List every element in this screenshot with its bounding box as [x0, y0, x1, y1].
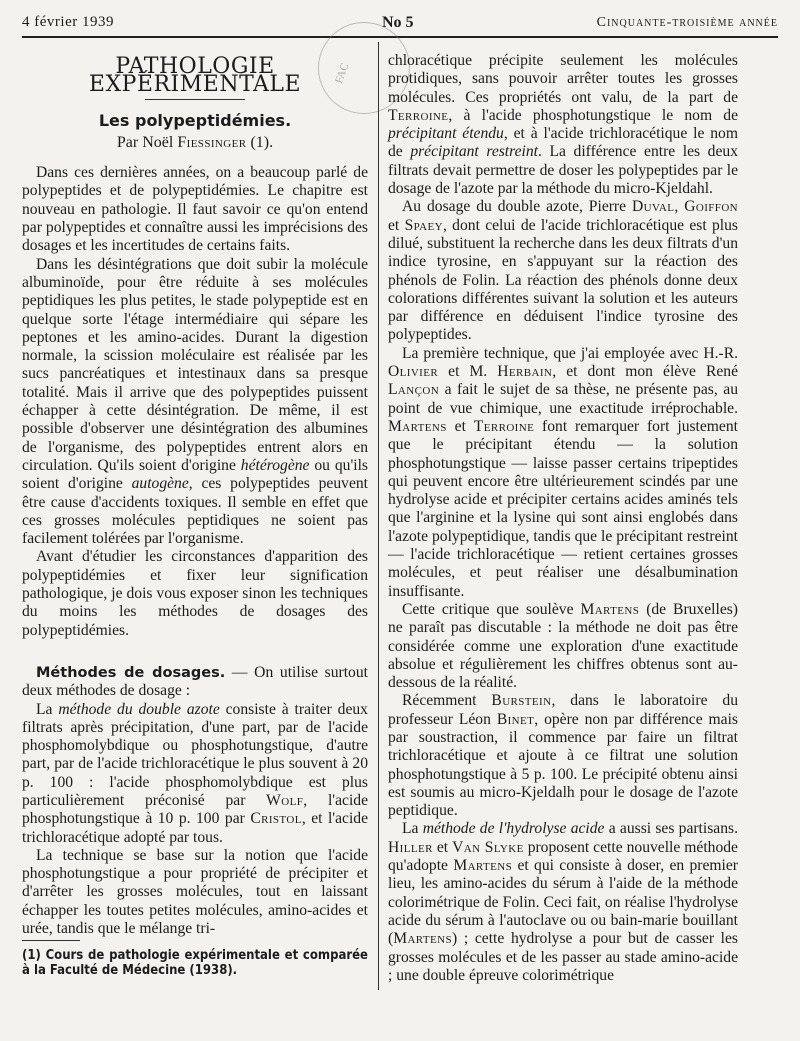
author-name: Fiessinger	[177, 133, 247, 151]
paragraph: Méthodes de dosages. — On utilise surtout deux méthodes de dosage :	[22, 663, 368, 700]
subheading: Méthodes de dosages.	[36, 664, 226, 681]
left-column	[22, 52, 368, 938]
paragraph: Dans les désintégrations que doit subir la molécule albuminoïde, pour être réduite à ses molécules peptidiques les plus petites, le stade polypeptide est en quelque sorte l'étage intermédiaire qui sépare les peptones et les amino-acides. Durant la digestion normale, la scission moléculaire est réalisée par les sucs pancréatiques et intestinaux dans sa presque totalité. Mais il arrive que des polypeptides puissent échapper à cette désintégration. De même, il est possible d'observer une désintégration des albumines de l'organisme, des polypeptides entrent alors en circulation. Qu'ils soient d'origine hétérogène ou qu'ils soient d'origine autogène, ces polypeptides peuvent être cause d'accidents toxiques. Il semble en effet que ces grosses molécules peptidiques ne soient pas facilement tolérées par l'organisme.	[22, 255, 369, 548]
paragraph: La méthode de l'hydrolyse acide a aussi ses partisans. Hiller et Van Slyke proposent cette nouvelle méthode qu'adopte Martens et qui consiste à doser, en premier lieu, les amino-acides du sérum à l'aide de la méthode colorimétrique de Folin. Ceci fait, on réalise l'hydrolyse acide du sérum à l'autoclave ou ou bain-marie bouillant (Martens) ; cette hydrolyse a pour but de casser les grosses molécules et de les passer au stade amino-acide ; une double épreuve colorimétrique	[388, 820, 739, 984]
paragraph: Cette critique que soulève Martens (de Bruxelles) ne paraît pas discutable : la méthode ne doit pas être considérée comme une exploration d'une exactitude absolue et régulièrement les chiffres obtenus sont au-dessous de la réalité.	[388, 600, 738, 692]
section-heading: PATHOLOGIE EXPÉRIMENTALE	[88, 54, 302, 98]
right-column	[388, 52, 738, 985]
issue-date: 4 février 1939	[22, 14, 114, 30]
header-rule	[22, 36, 778, 38]
paragraph: chloracétique précipite seulement les molécules protidiques, sans pouvoir arrêter toutes les grosses molécules. Ces propriétés ont valu, de la part de Terroine, à l'acide phosphotungstique le nom de précipitant étendu, et à l'acide trichloracétique le nom de précipitant restreint. La différence entre les deux filtrats devait permettre de doser les polypeptides par le dosage de l'azote par la méthode du micro-Kjeldahl.	[388, 52, 738, 198]
byline: Par Noël Fiessinger (1).	[116, 133, 274, 151]
paragraph: Dans ces dernières années, on a beaucoup parlé de polypeptides et de polypeptidémies. Le chapitre est nouveau en pathologie. Il faut savoir ce qu'on entend par polypeptides et connaître aussi les imprécisions des dosages et les incertitudes de certains faits.	[22, 164, 368, 255]
paragraph: La technique se base sur la notion que l'acide phosphotungstique a pour propriété de précipiter et d'arrêter les grosses molécules, tout en laissant échapper les toutes petites molécules, amino-acides et urée, tandis que le mélange tri-	[22, 846, 368, 938]
paragraph: La méthode du double azote consiste à traiter deux filtrats après précipitation, d'une part, par de l'acide phosphomolybdique ou phosphotungstique, d'autre part, par de l'acide trichloracétique le plus souvent à 20 p. 100 : l'acide phosphomolybdique est plus particulièrement préconisé par Wolf, l'acide phosphotungstique à 10 p. 100 par Cristol, et l'acide trichloracétique adopté par tous.	[22, 700, 369, 846]
article-title: Les polypeptidémies.	[98, 110, 292, 130]
issue-number: No 5	[382, 14, 414, 31]
paragraph: La première technique, que j'ai employée avec H.-R. Olivier et M. Herbain, et dont mon élève René Lançon a fait le sujet de sa thèse, ne présente pas, au point de vue chimique, une exactitude irréprochable. Martens et Terroine font remarquer fort justement que le précipitant étendu — la solution phosphotungstique — laisse passer certains tripeptides qui peuvent encore être ultérieurement scindés par une hydrolyse acide et précipiter certains acides aminés tels que l'arginine et la lysine qui sont ainsi englobés dans l'azote polypeptidique, tandis que le précipitant restreint — l'acide trichloracétique — retient certaines grosses molécules, et peut réaliser une désalbumination insuffisante.	[388, 344, 738, 600]
paragraph: Avant d'étudier les circonstances d'apparition des polypeptidémies et fixer leur signification pathologique, je dois vous exposer sinon les techniques du moins les méthodes de dosages des polypeptidémies.	[22, 548, 368, 639]
section-rule	[145, 99, 245, 100]
stamp-text: FAC	[333, 61, 352, 86]
footnote-rule	[22, 940, 80, 941]
column-divider	[378, 42, 379, 990]
paragraph: Récemment Burstein, dans le laboratoire du professeur Léon Binet, opère non par différence mais par soustraction, il commence par faire un filtrat trichloracétique et ajoute à ce filtrat une solution phosphotungstique à 5 p. 100. Le précipité obtenu ainsi est soumis au micro-Kjeldalh pour le dosage de l'azote peptidique.	[388, 692, 739, 820]
volume-year: Cinquante-troisième année	[596, 15, 778, 30]
footnote: (1) Cours de pathologie expérimentale et comparée à la Faculté de Médecine (1938).	[22, 948, 368, 978]
paragraph: Au dosage du double azote, Pierre Duval, Goiffon et Spaey, dont celui de l'acide trichloracétique est plus dilué, substituent la recherche dans les deux filtrats d'un indice tyrosine, en s'appuyant sur la réaction des phénols de Folin. La réaction des phénols donne deux colorations différentes suivant la solution et les auteurs par différence en déduisent l'indice tyrosine des polypeptides.	[388, 198, 739, 344]
running-header	[22, 14, 778, 36]
